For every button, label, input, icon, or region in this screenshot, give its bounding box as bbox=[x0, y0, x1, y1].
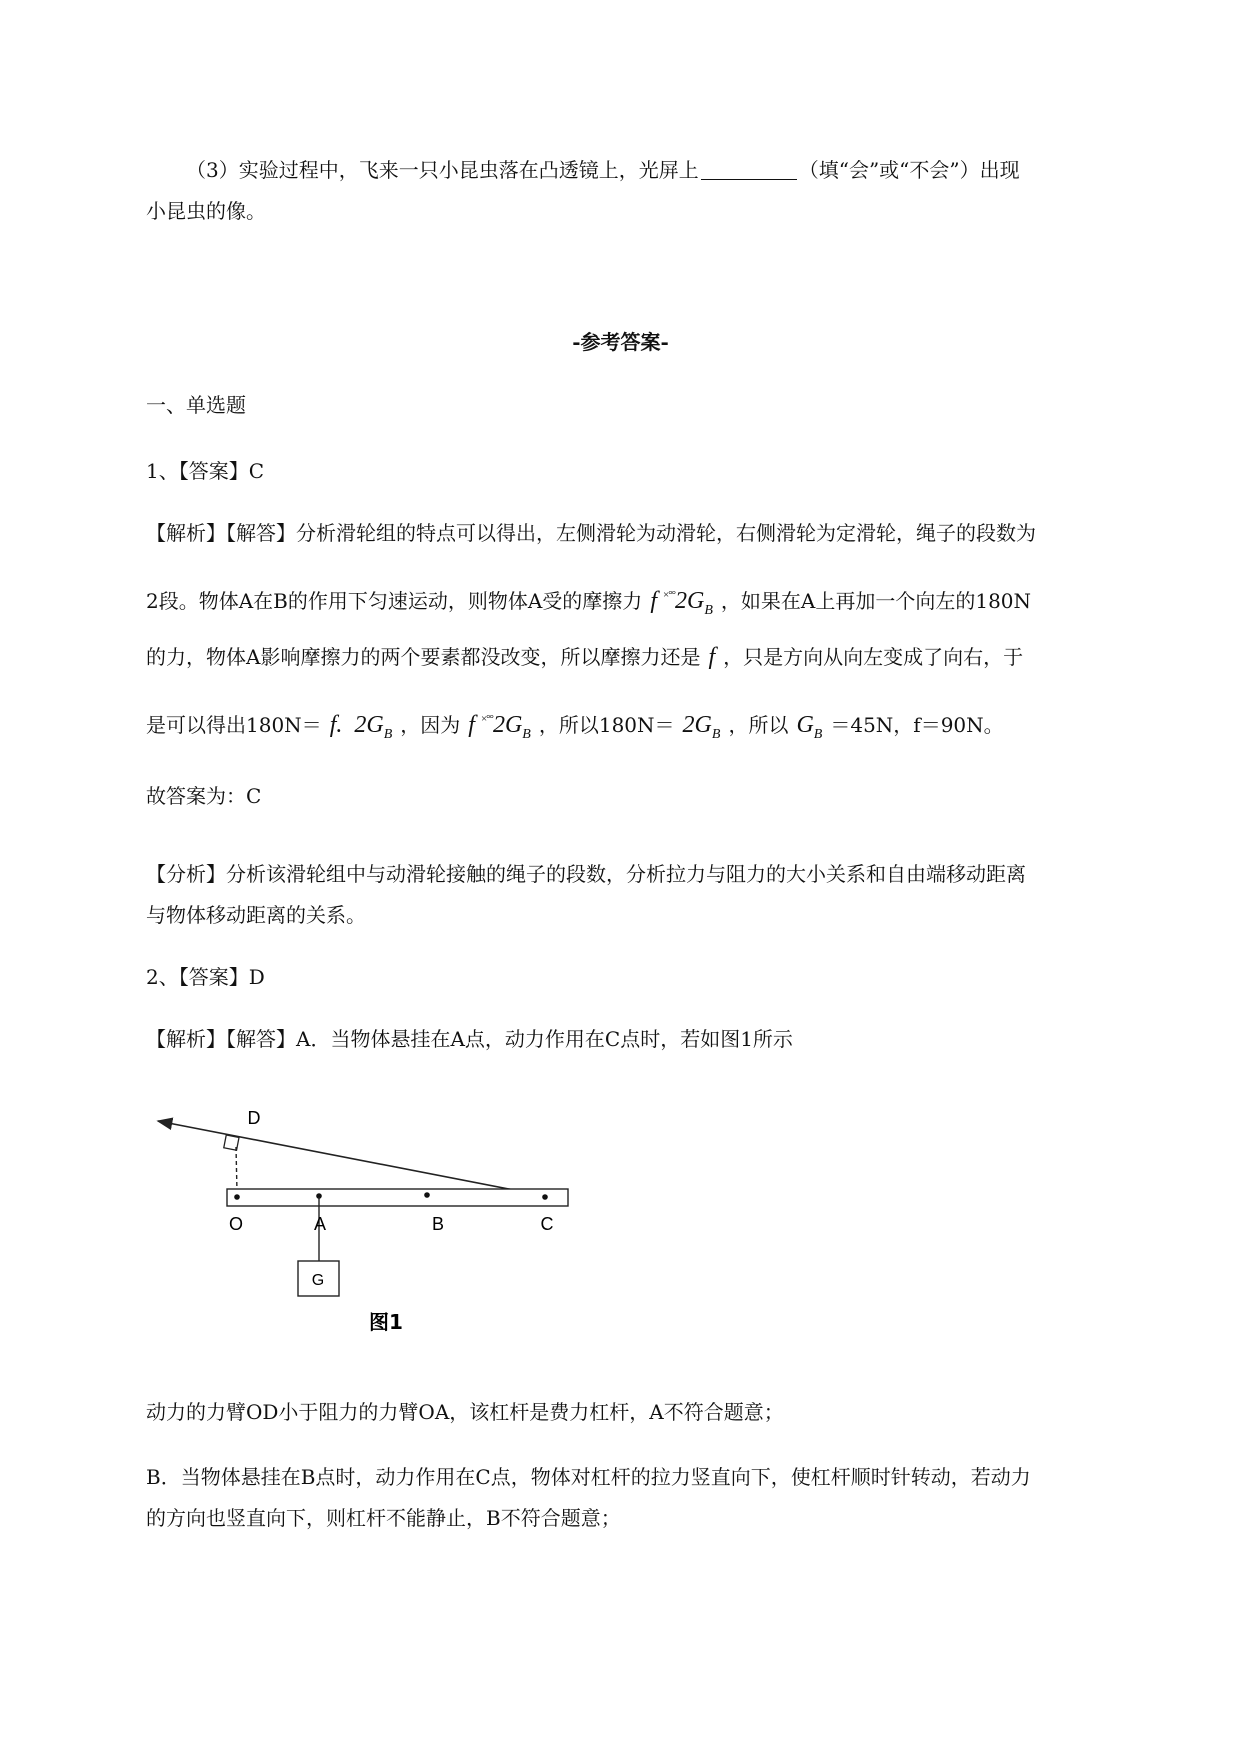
formula-gb: $G_B$ bbox=[796, 712, 823, 742]
q1-fenxi-line-2: 与物体移动距离的关系。 bbox=[146, 903, 366, 927]
label-c: C bbox=[540, 1214, 554, 1234]
q2-line-b-2: 的方向也竖直向下，则杠杆不能静止，B不符合题意； bbox=[146, 1506, 621, 1530]
point-c bbox=[542, 1194, 548, 1200]
formula-2gb: $2G_B$ bbox=[682, 712, 721, 742]
question-3-line-2: 小昆虫的像。 bbox=[146, 199, 266, 223]
q2-line-b-1: B．当物体悬挂在B点时，动力作用在C点，物体对杠杆的拉力竖直向下，使杠杆顺时针转动，若动力 bbox=[146, 1465, 1031, 1489]
q1-answer: 1、【答案】C bbox=[146, 459, 265, 483]
formula-f-2gb: f. $2G_B$ bbox=[329, 712, 393, 742]
lever-bar bbox=[227, 1189, 568, 1206]
q2-answer: 2、【答案】D bbox=[146, 965, 265, 989]
q1-conclusion: 故答案为：C bbox=[146, 784, 262, 808]
q1-analysis-line-4: 是可以得出180N＝ f. $2G_B$ ，因为 f $^{\times^\circ^\circ}2G_B$ ，所以$180N= 2G_B$ ，所以 $G_B =45N$，f＝90N。 bbox=[146, 712, 1004, 742]
force-arrow bbox=[158, 1121, 545, 1196]
label-d: D bbox=[247, 1108, 261, 1128]
label-a: A bbox=[313, 1214, 327, 1234]
formula-f: f bbox=[708, 644, 716, 670]
q2-line-a: 动力的力臂OD小于阻力的力臂OA，该杠杆是费力杠杆，A不符合题意； bbox=[146, 1400, 784, 1424]
q1-fenxi-line-1: 【分析】分析该滑轮组中与动滑轮接触的绳子的段数，分析拉力与阻力的大小关系和自由端移动距离 bbox=[146, 862, 1026, 886]
right-angle-mark bbox=[224, 1135, 239, 1150]
formula-f-approx-2gb-2: f $^{\times^\circ^\circ}2G_B$ bbox=[468, 712, 531, 742]
question-3-line-1: （3）实验过程中，飞来一只小昆虫落在凸透镜上，光屏上 （填“会”或“不会”）出现 bbox=[186, 158, 1020, 182]
label-o: O bbox=[228, 1214, 244, 1234]
answers-title: -参考答案- bbox=[572, 330, 669, 354]
label-b: B bbox=[431, 1214, 445, 1234]
q1-analysis-line-3: 的力，物体A影响摩擦力的两个要素都没改变，所以摩擦力还是 f ，只是方向从向左变成了向右，于 bbox=[146, 644, 1024, 670]
section-heading: 一、单选题 bbox=[146, 393, 246, 417]
point-b bbox=[424, 1192, 430, 1198]
label-g: G bbox=[311, 1272, 325, 1289]
answer-blank[interactable] bbox=[701, 159, 797, 180]
q1-analysis-line-1: 【解析】【解答】分析滑轮组的特点可以得出，左侧滑轮为动滑轮，右侧滑轮为定滑轮，绳子的段数为 bbox=[146, 521, 1036, 545]
lever-figure-1 bbox=[150, 1100, 590, 1350]
lever-arm-od bbox=[236, 1147, 237, 1192]
formula-f-approx-2gb: f $^{\times^\circ^\circ}2G_B$ bbox=[650, 588, 713, 618]
point-o bbox=[234, 1194, 240, 1200]
figure-caption: 图1 bbox=[369, 1310, 403, 1334]
q2-analysis-line-1: 【解析】【解答】A．当物体悬挂在A点，动力作用在C点时，若如图1所示 bbox=[146, 1027, 793, 1051]
q1-analysis-line-2: 2段。物体A在B的作用下匀速运动，则物体A受的摩擦力 f $^{\times^\circ^\circ}2G_B$ ，如果在A上再加一个向左的180N bbox=[146, 588, 1032, 618]
